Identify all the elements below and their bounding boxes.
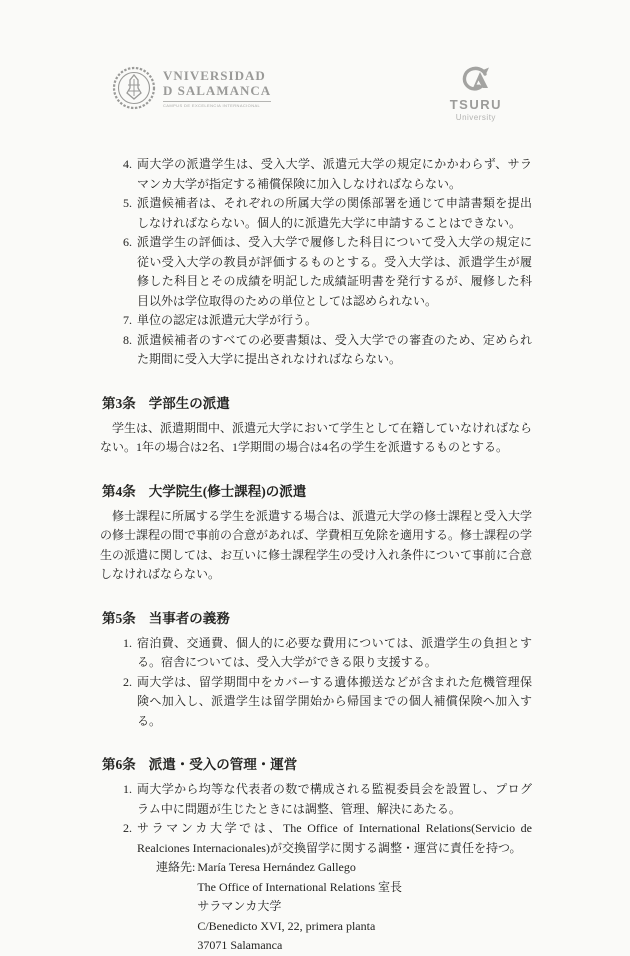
contact-block (156, 858, 532, 956)
article-number: 第4条 (102, 483, 136, 499)
article-heading (102, 609, 532, 629)
document-header (0, 0, 630, 128)
article-title: 派遣・受入の管理・運営 (148, 757, 298, 772)
article-section (100, 755, 532, 956)
crane-mark-icon (459, 66, 493, 96)
article-number: 第6条 (102, 757, 136, 772)
contact-lines (197, 858, 402, 956)
article-numbered-list (100, 780, 532, 858)
list-item: 1. 宿泊費、交通費、個人的に必要な費用については、派遣学生の負担とする。宿舎については、受入大学ができる限り支援する。 (135, 634, 532, 673)
article-number: 第3条 (102, 395, 136, 411)
article-paragraph: 修士課程に所属する学生を派遣する場合は、派遣元大学の修士課程と受入大学の修士課程の間で事前の合意があれば、学費相互免除を適用する。修士課程の学生の派遣に関しては、お互いに修士課程学生の受け入れ条件について事前に合意しなければならない。 (100, 508, 533, 581)
salamanca-logo-title-line1: VNIVERSIDAD (163, 67, 266, 83)
article-title: 当事者の義務 (148, 610, 230, 626)
article-section (100, 394, 532, 458)
article-heading (102, 482, 532, 502)
contact-label: 連絡先: (156, 860, 196, 874)
contact-line: 37071 Salamanca (197, 938, 283, 952)
salamanca-logo-tagline: CAMPUS DE EXCELENCIA INTERNACIONAL (163, 101, 271, 108)
contact-line: The Office of International Relations 室長 (197, 879, 403, 894)
salamanca-logo-text (163, 69, 271, 108)
list-item: 6. 派遣学生の評価は、受入大学で履修した科目について受入大学の規定に従い受入大学の教員が評価するものとする。受入大学は、派遣学生が履修した科目とその成績を明記した成績証明書を発行するが、履修した科目以外は学位取得のための単位としては認められない。 (135, 233, 532, 311)
salamanca-logo (112, 66, 271, 110)
contact-line: C/Benedicto XVI, 22, primera planta (197, 918, 376, 933)
document-content (0, 155, 630, 956)
salamanca-logo-title-line2: D SALAMANCA (163, 82, 272, 98)
university-seal-icon (112, 66, 156, 110)
continued-numbered-list (100, 155, 532, 370)
list-item: 5. 派遣候補者は、それぞれの所属大学の関係部署を通じて申請書類を提出しなければならない。個人的に派遣先大学に申請することはできない。 (135, 194, 532, 233)
article-title: 大学院生(修士課程)の派遣 (148, 483, 307, 499)
list-item: 4. 両大学の派遣学生は、受入大学、派遣元大学の規定にかかわらず、サラマンカ大学が指定する補償保険に加入しなければならない。 (135, 155, 532, 194)
article-heading (102, 755, 532, 775)
list-item: 2. サラマンカ大学では、The Office of International Relations(Servicio de Realciones Internacionales)が交換留学に関する調整・運営に責任を持つ。 (135, 819, 532, 858)
article-sections (100, 394, 532, 956)
article-section (100, 482, 532, 585)
list-item: 7. 単位の認定は派遣元大学が行う。 (135, 311, 532, 331)
tsuru-logo-title: TSURU (449, 97, 502, 112)
contact-line: María Teresa Hernández Gallego (197, 860, 356, 874)
article-title: 学部生の派遣 (148, 395, 230, 411)
contact-line: サラマンカ大学 (197, 899, 282, 913)
list-item: 1. 両大学から均等な代表者の数で構成される監視委員会を設置し、プログラム中に問題が生じたときには調整、管理、解決にあたる。 (135, 780, 532, 819)
list-item: 2. 両大学は、留学期間中をカバーする遺体搬送などが含まれた危機管理保険へ加入し、派遣学生は留学開始から帰国までの個人補償保険へ加入する。 (135, 673, 532, 732)
article-heading (102, 394, 532, 414)
tsuru-logo (450, 66, 502, 122)
article-section (100, 609, 532, 732)
article-paragraph: 学生は、派遣期間中、派遣元大学において学生として在籍していなければならない。1年の場合は2名、1学期間の場合は4名の学生を派遣するものとする。 (100, 420, 533, 454)
list-item: 8. 派遣候補者のすべての必要書類は、受入大学での審査のため、定められた期間に受入大学に提出されなければならない。 (135, 331, 532, 370)
article-numbered-list (100, 634, 532, 732)
article-number: 第5条 (102, 610, 136, 626)
tsuru-logo-subtitle: University (455, 113, 496, 122)
